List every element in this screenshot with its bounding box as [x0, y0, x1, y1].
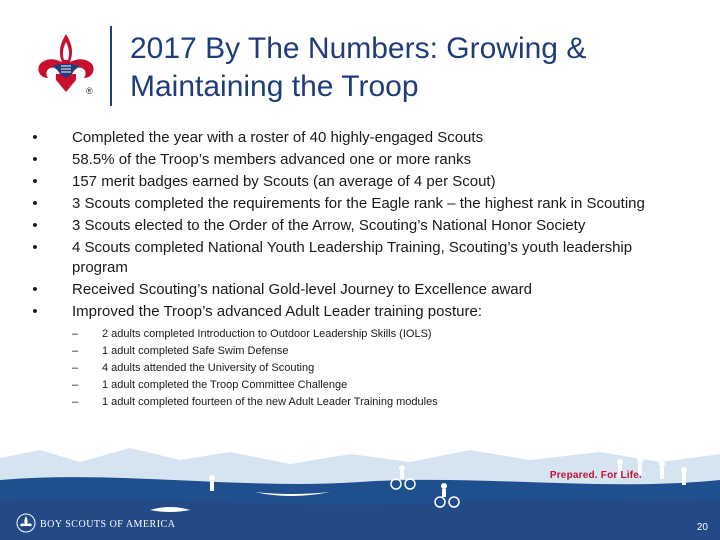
page-number: 20 — [696, 522, 708, 533]
bullet-text: 3 Scouts elected to the Order of the Arrow, Scouting’s National Honor Society — [72, 217, 586, 234]
sub-bullet-item — [72, 326, 680, 343]
bullet-item — [30, 238, 680, 278]
sub-bullet-item — [72, 360, 680, 377]
sub-bullet-list — [72, 326, 680, 411]
bullet-text: Improved the Troop’s advanced Adult Leader training posture: — [72, 303, 482, 320]
sub-bullet-text: 1 adult completed the Troop Committee Challenge — [102, 379, 348, 391]
bullet-item — [30, 172, 680, 192]
sub-bullet-text: 1 adult completed fourteen of the new Adult Leader Training modules — [102, 396, 438, 408]
bullet-marker: • — [32, 151, 38, 168]
bullet-item — [30, 302, 680, 411]
sub-bullet-item — [72, 377, 680, 394]
bullet-text: Completed the year with a roster of 40 highly-engaged Scouts — [72, 129, 484, 146]
bullet-marker: • — [32, 303, 38, 320]
sub-bullet-text: 4 adults attended the University of Scouting — [102, 362, 315, 374]
registered-mark: ® — [86, 86, 93, 96]
sub-bullet-marker: – — [72, 379, 79, 391]
bullet-text: 4 Scouts completed National Youth Leadership Training, Scouting’s youth leadership program — [72, 239, 633, 276]
bullet-list — [30, 128, 680, 413]
title-divider — [110, 26, 112, 106]
slide-title: 2017 By The Numbers: Growing & Maintaining the Troop — [130, 32, 587, 103]
bullet-item — [30, 194, 680, 214]
bullet-marker: • — [32, 129, 38, 146]
bullet-item — [30, 216, 680, 236]
bullet-marker: • — [32, 195, 38, 212]
bullet-marker: • — [32, 281, 38, 298]
bullet-text: 157 merit badges earned by Scouts (an average of 4 per Scout) — [72, 173, 496, 190]
bullet-marker: • — [32, 217, 38, 234]
bullet-marker: • — [32, 173, 38, 190]
bullet-item — [30, 128, 680, 148]
sub-bullet-marker: – — [72, 396, 79, 408]
bsa-mini-logo-icon — [16, 513, 36, 533]
sub-bullet-item — [72, 343, 680, 360]
bullet-item — [30, 150, 680, 170]
bullet-item — [30, 280, 680, 300]
bullet-marker: • — [32, 239, 38, 256]
bullet-text: 3 Scouts completed the requirements for the Eagle rank – the highest rank in Scouting — [72, 195, 645, 212]
sub-bullet-text: 1 adult completed Safe Swim Defense — [102, 345, 289, 357]
sub-bullet-text: 2 adults completed Introduction to Outdoor Leadership Skills (IOLS) — [102, 328, 432, 340]
bullet-text: 58.5% of the Troop’s members advanced one or more ranks — [72, 151, 472, 168]
sub-bullet-marker: – — [72, 328, 79, 340]
org-name: BOY SCOUTS OF AMERICA — [40, 519, 176, 530]
sub-bullet-marker: – — [72, 362, 79, 374]
sub-bullet-marker: – — [72, 345, 79, 357]
tagline: Prepared. For Life. — [549, 470, 642, 481]
bullet-text: Received Scouting’s national Gold-level Journey to Excellence award — [72, 281, 532, 298]
sub-bullet-item — [72, 394, 680, 411]
